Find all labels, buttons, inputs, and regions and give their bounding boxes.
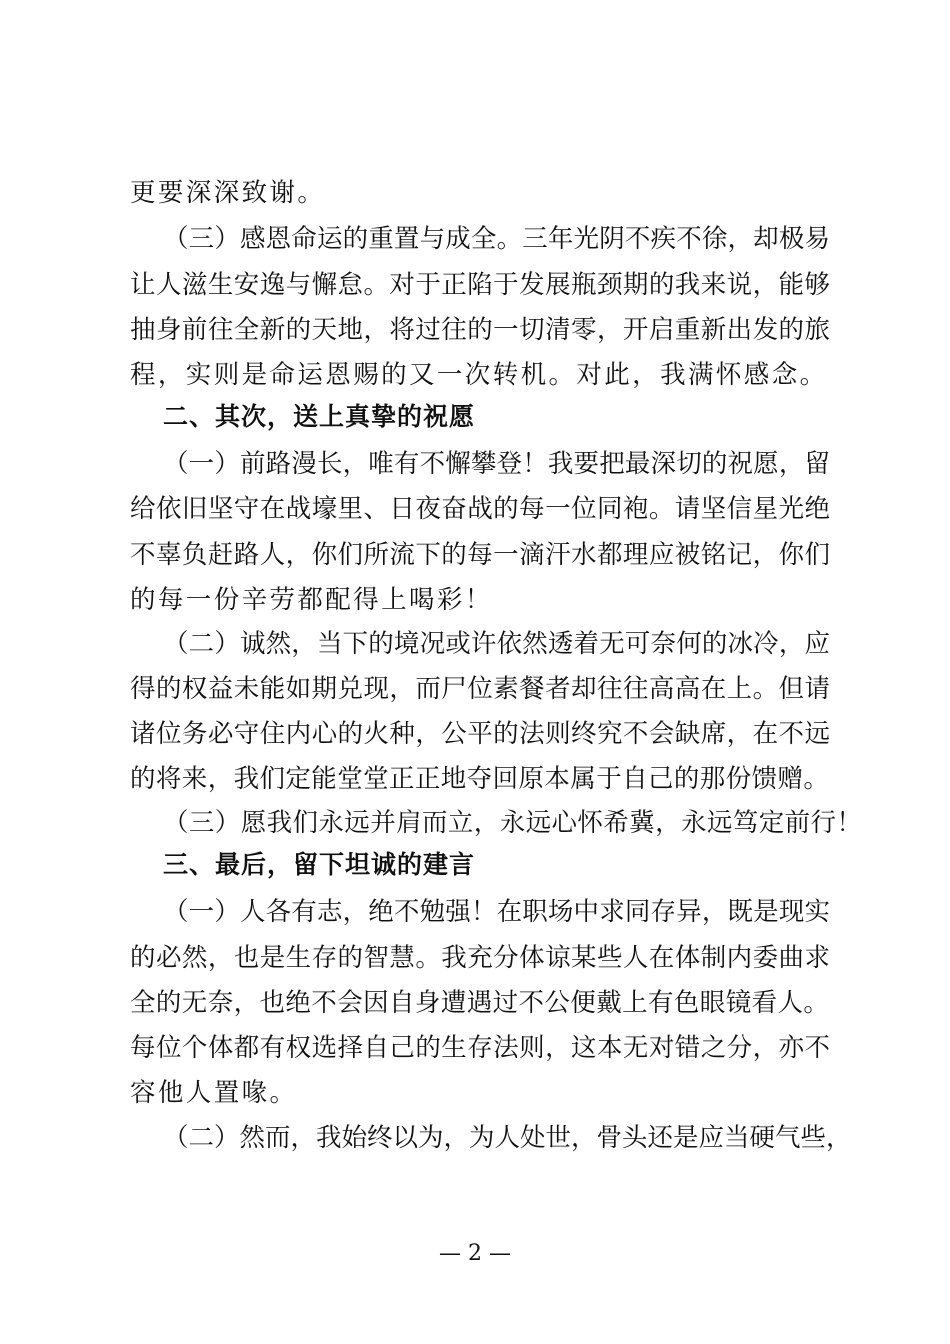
body-line: 每位个体都有权选择自己的生存法则，这本无对错之分，亦不 — [130, 1033, 830, 1063]
body-line: 的每一份辛劳都配得上喝彩！ — [130, 585, 493, 615]
section-heading: 三、最后，留下坦诚的建言 — [163, 850, 476, 879]
body-line: （二）然而，我始终以为，为人处世，骨头还是应当硬气些， — [163, 1123, 852, 1153]
body-line: （一）前路漫长，唯有不懈攀登！我要把最深切的祝愿，留 — [163, 449, 830, 479]
body-line: 更要深深致谢。 — [130, 178, 326, 208]
page-number: — 2 — — [439, 1241, 511, 1266]
body-line: （一）人各有志，绝不勉强！在职场中求同存异，既是现实 — [163, 897, 830, 927]
body-line: 的将来，我们定能堂堂正正地夺回原本属于自己的那份馈赠。 — [130, 764, 830, 794]
body-line: （三）愿我们永远并肩而立，永远心怀希冀，永远笃定前行！ — [163, 808, 863, 838]
section-heading: 二、其次，送上真挚的祝愿 — [163, 402, 476, 431]
body-line: 的必然，也是生存的智慧。我充分体谅某些人在体制内委曲求 — [130, 943, 830, 973]
body-line: 程，实则是命运恩赐的又一次转机。对此，我满怀感念。 — [130, 360, 828, 390]
body-line: 不辜负赶路人，你们所流下的每一滴汗水都理应被铭记，你们 — [130, 540, 830, 570]
body-line: 得的权益未能如期兑现，而尸位素餐者却往往高高在上。但请 — [130, 674, 830, 704]
body-line: 全的无奈，也绝不会因自身遭遇过不公便戴上有色眼镜看人。 — [130, 988, 830, 1018]
body-line: （三）感恩命运的重置与成全。三年光阴不疾不徐，却极易 — [163, 224, 830, 254]
body-line: （二）诚然，当下的境况或许依然透着无可奈何的冰冷，应 — [163, 629, 830, 659]
body-line: 容他人置喙。 — [130, 1078, 298, 1108]
body-line: 抽身前往全新的天地，将过往的一切清零，开启重新出发的旅 — [130, 315, 830, 345]
body-line: 诸位务必守住内心的火种，公平的法则终究不会缺席，在不远 — [130, 719, 830, 749]
body-line: 给依旧坚守在战壕里、日夜奋战的每一位同袍。请坚信星光绝 — [130, 494, 830, 524]
body-line: 让人滋生安逸与懈怠。对于正陷于发展瓶颈期的我来说，能够 — [130, 270, 830, 300]
